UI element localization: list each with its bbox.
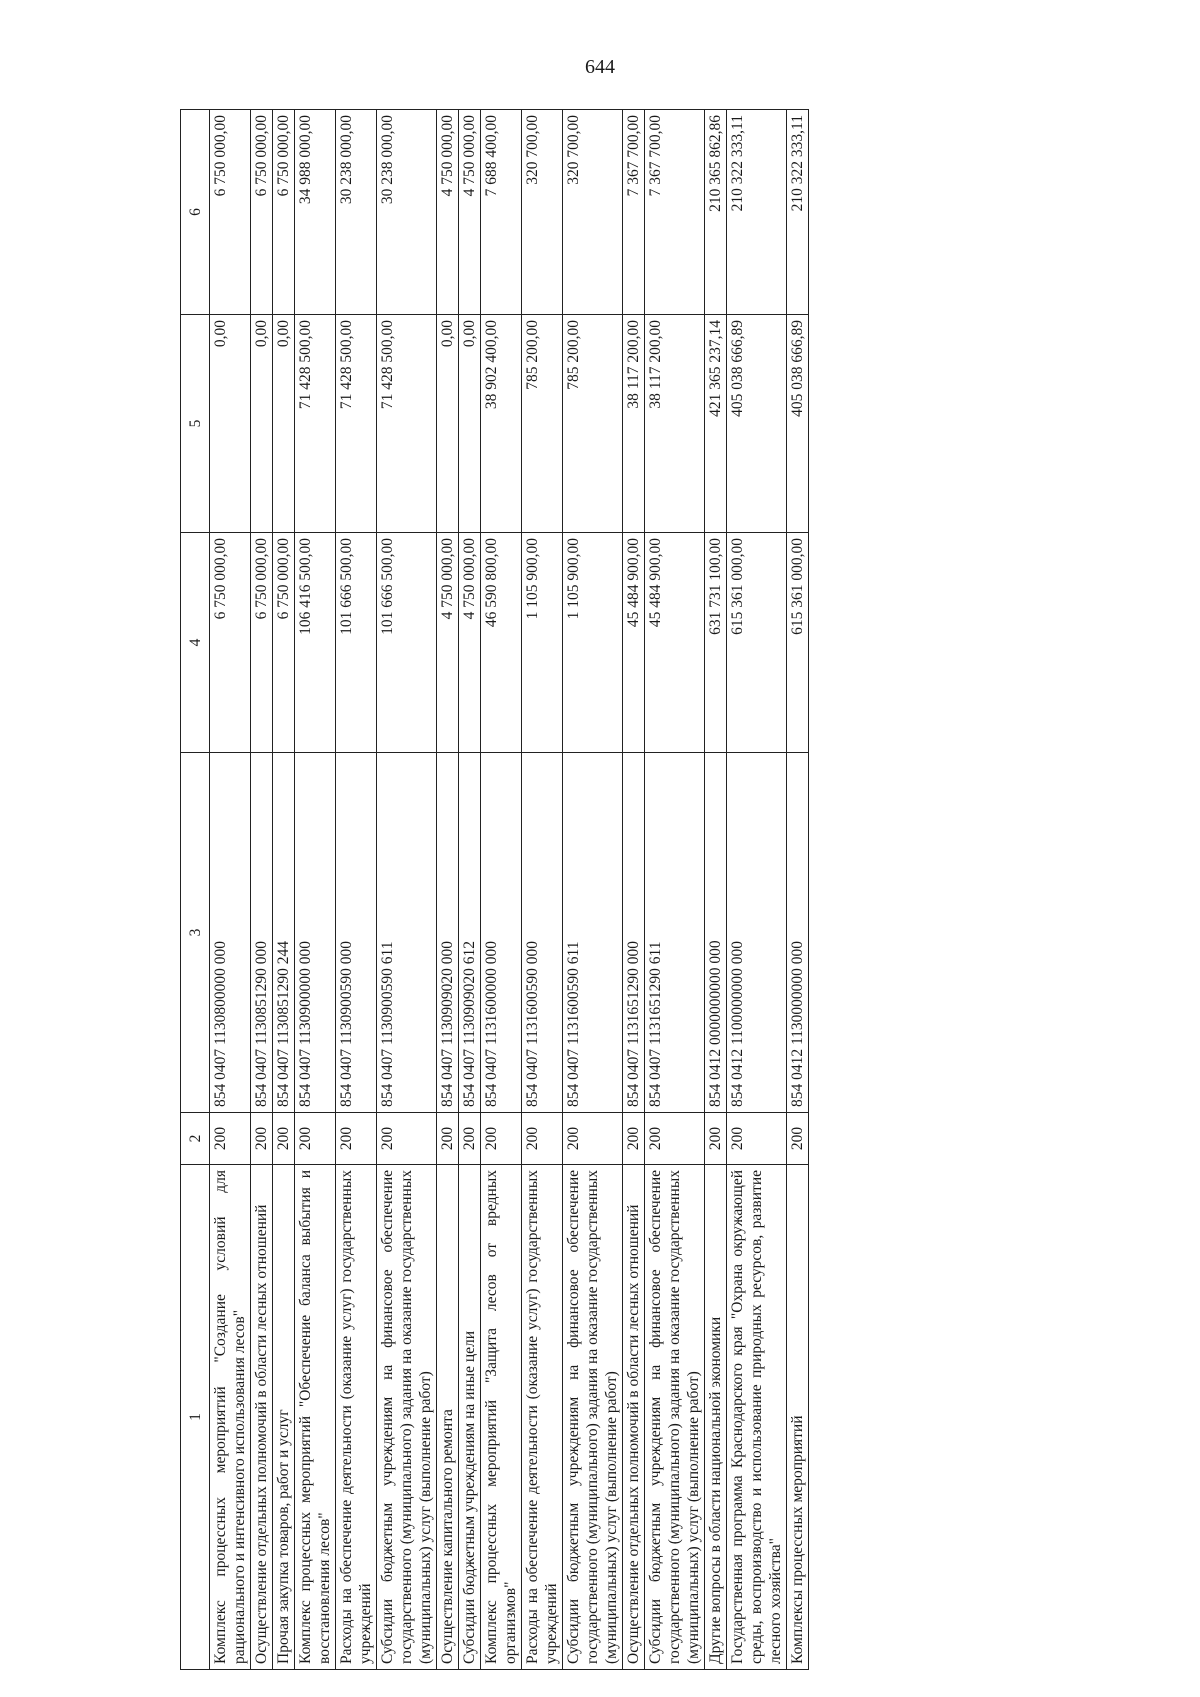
row-amount-cell: 210 322 333,11 [727, 110, 787, 315]
table-row [727, 110, 787, 1670]
row-amount-cell: 106 416 500,00 [295, 533, 336, 753]
header-cell: 3 [181, 753, 210, 1113]
row-amount-cell: 45 484 900,00 [645, 533, 705, 753]
row-amount-cell: 7 367 700,00 [645, 110, 705, 315]
row-name-cell: Комплекс процессных мероприятий "Обеспечение баланса выбытия и восстановления лесов" [295, 1165, 336, 1670]
row-classification-cell: 854 0407 1131600590 000 [522, 753, 563, 1113]
table-row [623, 110, 645, 1670]
page-number: 644 [585, 56, 615, 78]
row-amount-cell: 1 105 900,00 [522, 533, 563, 753]
row-name-cell: Комплексы процессных мероприятий [787, 1165, 809, 1670]
row-amount-cell: 6 750 000,00 [210, 110, 251, 315]
row-amount-cell: 38 117 200,00 [623, 315, 645, 533]
row-amount-cell: 101 666 500,00 [336, 533, 377, 753]
row-name-cell: Осуществление капитального ремонта [437, 1165, 459, 1670]
row-amount-cell: 631 731 100,00 [705, 533, 727, 753]
table-body [210, 110, 809, 1670]
row-amount-cell: 0,00 [437, 315, 459, 533]
row-amount-cell: 4 750 000,00 [437, 110, 459, 315]
table-row [210, 110, 251, 1670]
budget-table [180, 109, 809, 1670]
row-amount-cell: 4 750 000,00 [459, 110, 481, 315]
rotated-table-container [180, 110, 1060, 1670]
table-row [273, 110, 295, 1670]
row-amount-cell: 45 484 900,00 [623, 533, 645, 753]
row-classification-cell: 854 0407 1130900590 000 [336, 753, 377, 1113]
row-code-cell: 200 [377, 1113, 437, 1165]
row-amount-cell: 615 361 000,00 [727, 533, 787, 753]
row-classification-cell: 854 0407 1131651290 000 [623, 753, 645, 1113]
row-classification-cell: 854 0407 1130800000 000 [210, 753, 251, 1113]
table-row [295, 110, 336, 1670]
table-row [645, 110, 705, 1670]
row-name-cell: Субсидии бюджетным учреждениям на иные цели [459, 1165, 481, 1670]
row-name-cell: Расходы на обеспечение деятельности (оказание услуг) государственных учреждений [522, 1165, 563, 1670]
row-amount-cell: 0,00 [459, 315, 481, 533]
header-cell: 5 [181, 315, 210, 533]
row-name-cell: Осуществление отдельных полномочий в области лесных отношений [251, 1165, 273, 1670]
row-code-cell: 200 [645, 1113, 705, 1165]
table-row [481, 110, 522, 1670]
row-amount-cell: 320 700,00 [522, 110, 563, 315]
row-amount-cell: 0,00 [273, 315, 295, 533]
row-amount-cell: 101 666 500,00 [377, 533, 437, 753]
table-row [563, 110, 623, 1670]
row-amount-cell: 6 750 000,00 [210, 533, 251, 753]
row-code-cell: 200 [273, 1113, 295, 1165]
row-classification-cell: 854 0407 1130851290 244 [273, 753, 295, 1113]
row-name-cell: Комплекс процессных мероприятий "Защита лесов от вредных организмов" [481, 1165, 522, 1670]
row-name-cell: Комплекс процессных мероприятий "Создание условий для рационального и интенсивного использования лесов" [210, 1165, 251, 1670]
row-code-cell: 200 [295, 1113, 336, 1165]
row-code-cell: 200 [705, 1113, 727, 1165]
row-amount-cell: 6 750 000,00 [251, 110, 273, 315]
row-name-cell: Субсидии бюджетным учреждениям на финансовое обеспечение государственного (муниципального) задания на оказание государственных (муниципальных) услуг (выполнение работ) [377, 1165, 437, 1670]
row-amount-cell: 4 750 000,00 [437, 533, 459, 753]
row-code-cell: 200 [623, 1113, 645, 1165]
row-amount-cell: 7 688 400,00 [481, 110, 522, 315]
row-classification-cell: 854 0407 1130909020 000 [437, 753, 459, 1113]
row-amount-cell: 405 038 666,89 [787, 315, 809, 533]
header-cell: 1 [181, 1165, 210, 1670]
row-amount-cell: 46 590 800,00 [481, 533, 522, 753]
header-cell: 6 [181, 110, 210, 315]
row-amount-cell: 210 365 862,86 [705, 110, 727, 315]
table-row [459, 110, 481, 1670]
row-amount-cell: 0,00 [210, 315, 251, 533]
row-amount-cell: 320 700,00 [563, 110, 623, 315]
row-amount-cell: 34 988 000,00 [295, 110, 336, 315]
row-classification-cell: 854 0407 1130900590 611 [377, 753, 437, 1113]
row-classification-cell: 854 0412 1100000000 000 [727, 753, 787, 1113]
row-classification-cell: 854 0407 1131600590 611 [563, 753, 623, 1113]
row-classification-cell: 854 0412 1130000000 000 [787, 753, 809, 1113]
row-code-cell: 200 [210, 1113, 251, 1165]
row-code-cell: 200 [522, 1113, 563, 1165]
row-code-cell: 200 [787, 1113, 809, 1165]
row-name-cell: Субсидии бюджетным учреждениям на финансовое обеспечение государственного (муниципального) задания на оказание государственных (муниципальных) услуг (выполнение работ) [645, 1165, 705, 1670]
row-amount-cell: 615 361 000,00 [787, 533, 809, 753]
row-amount-cell: 405 038 666,89 [727, 315, 787, 533]
row-classification-cell: 854 0407 1131651290 611 [645, 753, 705, 1113]
table-row [787, 110, 809, 1670]
header-cell: 2 [181, 1113, 210, 1165]
row-amount-cell: 71 428 500,00 [377, 315, 437, 533]
row-amount-cell: 6 750 000,00 [273, 533, 295, 753]
row-amount-cell: 30 238 000,00 [336, 110, 377, 315]
table-row [377, 110, 437, 1670]
row-amount-cell: 421 365 237,14 [705, 315, 727, 533]
row-amount-cell: 38 117 200,00 [645, 315, 705, 533]
row-code-cell: 200 [727, 1113, 787, 1165]
row-amount-cell: 30 238 000,00 [377, 110, 437, 315]
row-classification-cell: 854 0407 1131600000 000 [481, 753, 522, 1113]
row-code-cell: 200 [563, 1113, 623, 1165]
row-classification-cell: 854 0407 1130851290 000 [251, 753, 273, 1113]
row-amount-cell: 785 200,00 [563, 315, 623, 533]
row-amount-cell: 71 428 500,00 [295, 315, 336, 533]
row-classification-cell: 854 0407 1130909020 612 [459, 753, 481, 1113]
row-code-cell: 200 [251, 1113, 273, 1165]
row-name-cell: Другие вопросы в области национальной экономики [705, 1165, 727, 1670]
row-name-cell: Субсидии бюджетным учреждениям на финансовое обеспечение государственного (муниципального) задания на оказание государственных (муниципальных) услуг (выполнение работ) [563, 1165, 623, 1670]
row-amount-cell: 6 750 000,00 [273, 110, 295, 315]
row-amount-cell: 210 322 333,11 [787, 110, 809, 315]
row-amount-cell: 38 902 400,00 [481, 315, 522, 533]
row-code-cell: 200 [336, 1113, 377, 1165]
row-code-cell: 200 [437, 1113, 459, 1165]
row-code-cell: 200 [459, 1113, 481, 1165]
row-amount-cell: 4 750 000,00 [459, 533, 481, 753]
row-name-cell: Расходы на обеспечение деятельности (оказание услуг) государственных учреждений [336, 1165, 377, 1670]
table-row [705, 110, 727, 1670]
row-name-cell: Прочая закупка товаров, работ и услуг [273, 1165, 295, 1670]
header-row [181, 110, 210, 1670]
row-classification-cell: 854 0407 1130900000 000 [295, 753, 336, 1113]
table-row [336, 110, 377, 1670]
row-amount-cell: 71 428 500,00 [336, 315, 377, 533]
row-classification-cell: 854 0412 0000000000 000 [705, 753, 727, 1113]
row-amount-cell: 0,00 [251, 315, 273, 533]
row-code-cell: 200 [481, 1113, 522, 1165]
row-name-cell: Государственная программа Краснодарского края "Охрана окружающей среды, воспроизводство и использование природных ресурсов, развитие лесного хозяйства" [727, 1165, 787, 1670]
header-cell: 4 [181, 533, 210, 753]
table-row [251, 110, 273, 1670]
row-amount-cell: 1 105 900,00 [563, 533, 623, 753]
row-amount-cell: 785 200,00 [522, 315, 563, 533]
row-amount-cell: 6 750 000,00 [251, 533, 273, 753]
row-amount-cell: 7 367 700,00 [623, 110, 645, 315]
row-name-cell: Осуществление отдельных полномочий в области лесных отношений [623, 1165, 645, 1670]
table-row [522, 110, 563, 1670]
table-row [437, 110, 459, 1670]
